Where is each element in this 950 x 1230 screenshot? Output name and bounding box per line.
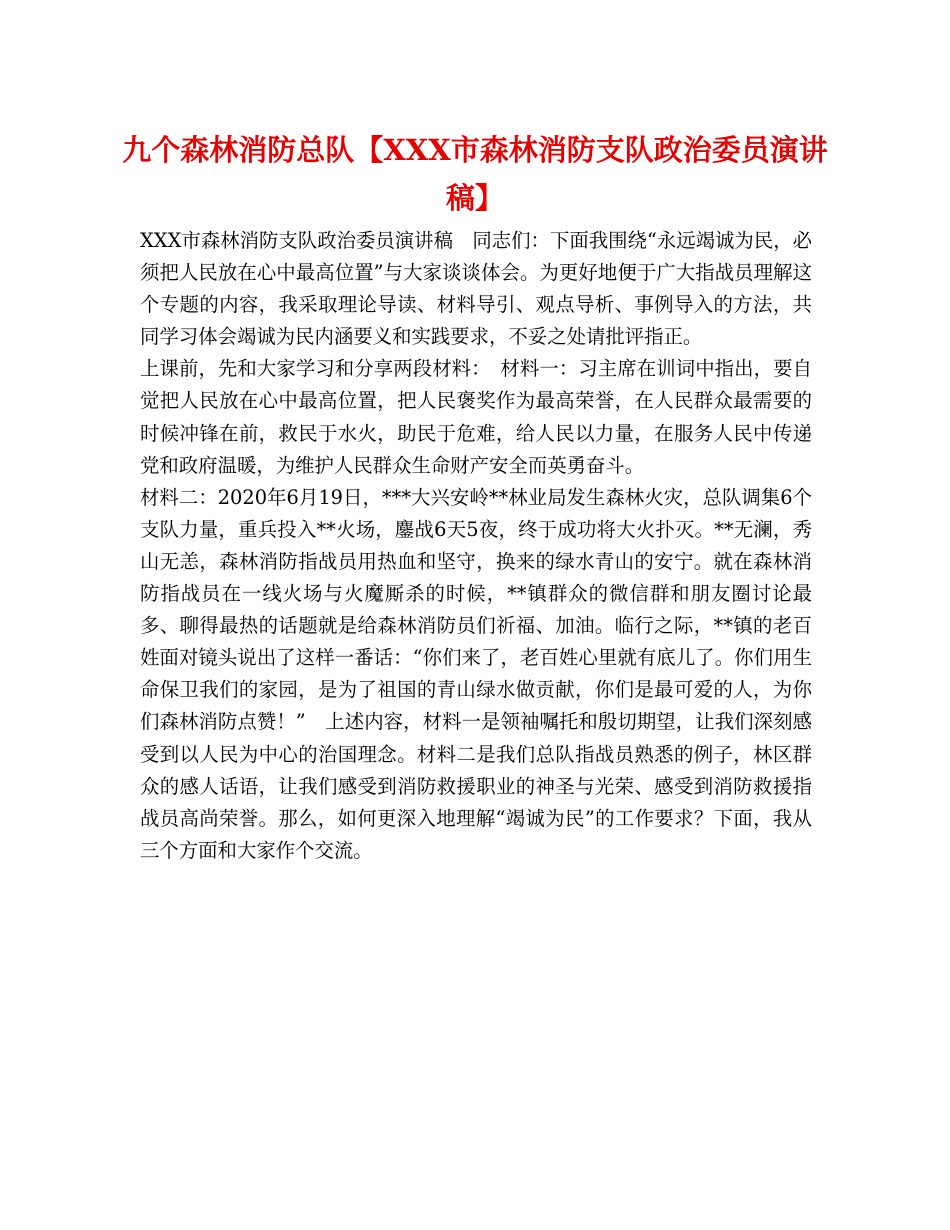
paragraph-intro: XXX市森林消防支队政治委员演讲稿 同志们：下面我围绕“永远竭诚为民，必须把人民放在心中最高位置”与大家谈谈体会。为更好地便于广大指战员理解这个专题的内容，我采取理论导读、材料导引、观点导析、事例导入的方法，共同学习体会竭诚为民内涵要义和实践要求，不妥之处请批评指正。 (140, 229, 812, 349)
paragraph-material-one: 上课前，先和大家学习和分享两段材料： 材料一：习主席在训词中指出，要自觉把人民放在心中最高位置，把人民褒奖作为最高荣誉，在人民群众最需要的时候冲锋在前，救民于水火，助民于危难，给人民以力量，在服务人民中传递党和政府温暖，为维护人民群众生命财产安全而英勇奋斗。 (140, 357, 812, 477)
document-title: 九个森林消防总队【XXX市森林消防支队政治委员演讲稿】 (122, 133, 828, 215)
paragraph-material-two: 材料二：2020年6月19日，***大兴安岭**林业局发生森林火灾，总队调集6个支队力量，重兵投入**火场，鏖战6天5夜，终于成功将大火扑灭。**无澜，秀山无恙，森林消防指战员用热血和坚守，换来的绿水青山的安宁。就在森林消防指战员在一线火场与火魔厮杀的时候，**镇群众的微信群和朋友圈讨论最多、聊得最热的话题就是给森林消防员们祈福、加油。临行之际，**镇的老百姓面对镜头说出了这样一番话：“你们来了，老百姓心里就有底儿了。你们用生命保卫我们的家园，是为了祖国的青山绿水做贡献，你们是最可爱的人，为你们森林消防点赞！” 上述内容，材料一是领袖嘱托和殷切期望，让我们深刻感受到以人民为中心的治国理念。材料二是我们总队指战员熟悉的例子，林区群众的感人话语，让我们感受到消防救援职业的神圣与光荣、感受到消防救援指战员高尚荣誉。那么，如何更深入地理解“竭诚为民”的工作要求？下面，我从三个方面和大家作个交流。 (140, 485, 812, 862)
document-body (140, 225, 812, 867)
